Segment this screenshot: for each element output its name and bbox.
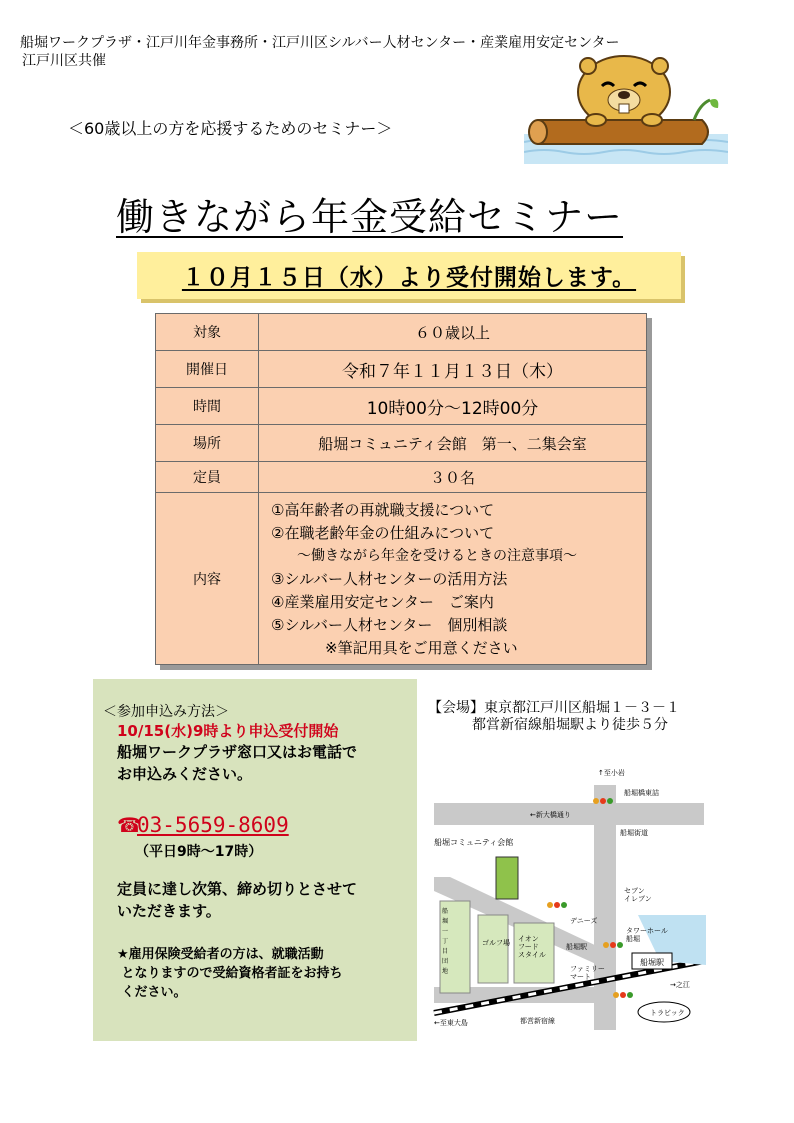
row-label-target: 対象 <box>156 314 259 351</box>
map-label-funabori-ekimae: 船堀駅 <box>566 943 587 951</box>
venue-map <box>420 765 706 1030</box>
date-banner <box>137 252 681 299</box>
map-label-station: 船堀駅 <box>640 958 664 967</box>
deadline-note: 定員に達し次第、締め切りとさせて いただきます。 <box>117 880 358 920</box>
content-item: ⑤シルバー人材センター 個別相談 <box>271 616 508 634</box>
seminar-title: 働きながら年金受給セミナー <box>116 195 624 239</box>
insurance-note: ★雇用保険受給者の方は、就職活動 となりますので受給資格者証をお持ち ください。 <box>117 947 343 1000</box>
row-label-content: 内容 <box>156 493 259 665</box>
subtitle: ＜60歳以上の方を応援するためのセミナー＞ <box>68 119 393 138</box>
row-label-time: 時間 <box>156 388 259 425</box>
apply-start: 10/15(水)9時より申込受付開始 <box>117 722 339 740</box>
phone-number-link[interactable]: 03-5659-8609 <box>137 813 289 837</box>
map-golf <box>478 915 508 983</box>
map-label-higashiojima: ←至東大島 <box>434 1019 468 1027</box>
map-label-tower: タワーホール船堀 <box>626 927 668 943</box>
map-label-danchi: 船堀一丁目団地 <box>442 908 449 975</box>
content-item: ②在職老齢年金の仕組みについて <box>271 524 495 542</box>
row-label-capacity: 定員 <box>156 462 259 493</box>
content-note: ※筆記用具をご用意ください <box>325 639 518 657</box>
row-value-target: ６０歳以上 <box>259 314 647 351</box>
map-label-odaitoori: ←新大橋通り <box>530 811 571 819</box>
content-item: ①高年齢者の再就職支援について <box>271 501 495 519</box>
map-label-aeon: イオンフードスタイル <box>518 935 546 959</box>
table-row <box>156 388 647 425</box>
map-label-trabic: トラビック <box>650 1009 685 1017</box>
map-label-dennys: デニーズ <box>570 917 598 925</box>
content-item-sub: ～働きながら年金を受けるときの注意事項～ <box>297 548 577 564</box>
map-label-ichinoe: →之江 <box>670 981 690 989</box>
map-label-shinjuku: 都営新宿線 <box>520 1017 555 1025</box>
map-label-kaido: 船堀街道 <box>620 829 648 837</box>
map-community-hall <box>496 857 518 899</box>
map-label-seven: セブンイレブン <box>624 887 652 903</box>
seminar-info-table <box>155 313 647 665</box>
table-row <box>156 462 647 493</box>
map-label-community: 船堀コミュニティ会館 <box>434 838 514 847</box>
phone-icon: ☎ <box>117 813 142 837</box>
venue-address: 【会場】東京都江戸川区船堀１－３－１ <box>428 700 680 716</box>
map-label-funabori-bashi: 船堀橋東詰 <box>624 789 659 797</box>
row-label-place: 場所 <box>156 425 259 462</box>
table-row <box>156 425 647 462</box>
apply-method: 船堀ワークプラザ窓口又はお電話で お申込みください。 <box>117 743 358 783</box>
table-row <box>156 493 647 665</box>
organizers-line2: 江戸川区共催 <box>22 53 106 69</box>
row-value-date: 令和７年１１月１３日（木） <box>259 351 647 388</box>
row-value-capacity: ３０名 <box>259 462 647 493</box>
content-item: ③シルバー人材センターの活用方法 <box>271 570 508 588</box>
map-label-golf: ゴルフ場 <box>482 939 510 947</box>
table-row <box>156 314 647 351</box>
map-label-family: ファミリーマート <box>570 965 605 981</box>
apply-heading: ＜参加申込み方法＞ <box>103 704 229 720</box>
date-banner-text: １０月１５日（水）より受付開始します。 <box>181 265 637 291</box>
organizers-line1: 船堀ワークプラザ・江戸川年金事務所・江戸川区シルバー人材センター・産業雇用安定センター <box>20 35 620 51</box>
beaver-mascot-illustration <box>524 52 728 164</box>
venue-access: 都営新宿線船堀駅より徒歩５分 <box>472 717 668 733</box>
row-value-place: 船堀コミュニティ会館 第一、二集会室 <box>259 425 647 462</box>
application-box <box>93 679 417 1041</box>
row-value-content <box>259 493 647 665</box>
phone-hours: （平日9時～17時） <box>135 844 263 860</box>
row-label-date: 開催日 <box>156 351 259 388</box>
content-item: ④産業雇用安定センター ご案内 <box>271 593 494 611</box>
row-value-time: 10時00分～12時00分 <box>259 388 647 425</box>
table-row <box>156 351 647 388</box>
map-label-koiwa: ↑至小岩 <box>598 769 625 777</box>
